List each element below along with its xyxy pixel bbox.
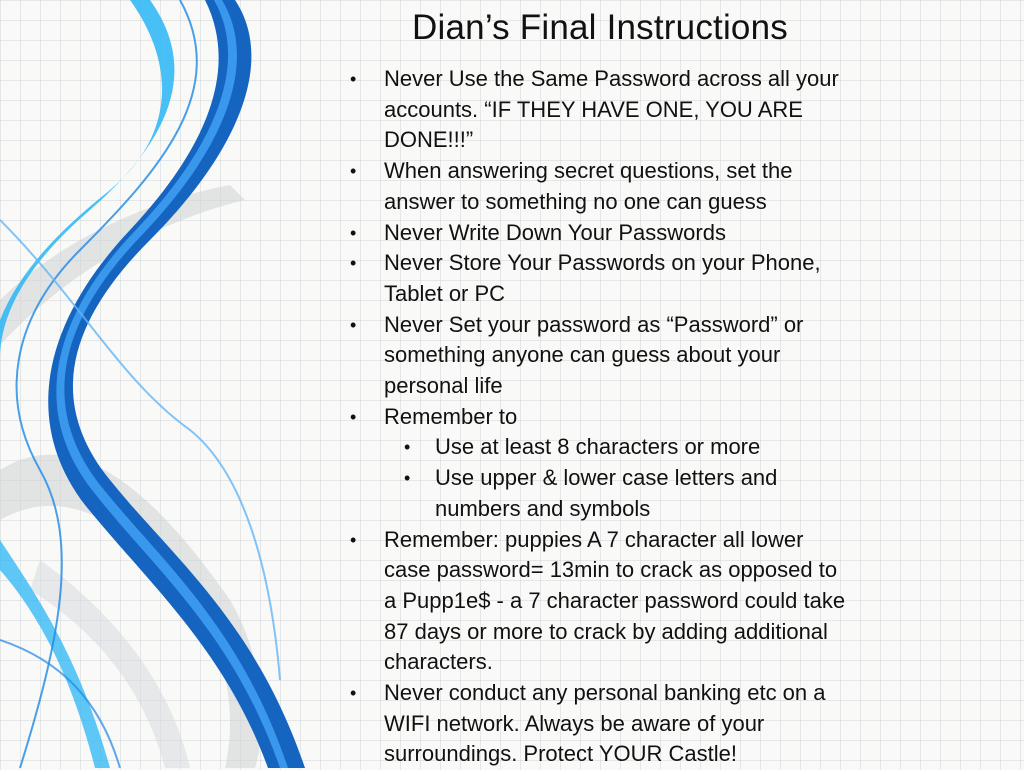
sub-bullet-item (346, 432, 846, 463)
bullet-text: When answering secret questions, set the answer to something no one can guess (384, 158, 793, 214)
bullet-text: Never Store Your Passwords on your Phone, Tablet or PC (384, 250, 821, 306)
bullet-dot-icon: • (350, 69, 357, 89)
bullet-dot-icon: • (350, 253, 357, 274)
decorative-ribbon-swirl (0, 0, 330, 768)
bullet-text: Never conduct any personal banking etc on a WIFI network. Always be aware of your surroundings. Protect YOUR Castle! (384, 680, 826, 767)
bullet-list (346, 64, 846, 770)
bullet-text: Remember: puppies A 7 character all lower case password= 13min to crack as opposed to a Pupp1e$ - a 7 character password could take 87 days or more to crack by adding additional characters. (384, 526, 846, 675)
bullet-item (346, 678, 846, 770)
bullet-text: Remember to (384, 403, 518, 429)
bullet-item (346, 64, 846, 156)
blue-ribbon (48, 0, 305, 768)
bullet-text: Never Write Down Your Passwords (384, 219, 726, 245)
bullet-dot-icon: • (350, 529, 357, 550)
bullet-dot-icon: • (350, 406, 357, 427)
bullet-text: Use at least 8 characters or more (435, 434, 761, 460)
bullet-text: Never Set your password as “Password” or something anyone can guess about your personal life (384, 311, 804, 399)
bullet-dot-icon: • (404, 437, 411, 458)
bullet-item (346, 310, 846, 402)
bullet-dot-icon: • (350, 314, 357, 335)
bullet-dot-icon: • (350, 683, 357, 704)
bullet-dot-icon: • (404, 468, 411, 489)
bullet-item (346, 248, 846, 309)
blue-ribbon-highlight (56, 0, 288, 768)
bullet-item (346, 156, 846, 217)
bullet-item (346, 525, 846, 679)
slide-title: Dian’s Final Instructions (412, 8, 788, 47)
bullet-item (346, 402, 846, 433)
bullet-dot-icon: • (350, 222, 357, 243)
sub-bullet-item (346, 463, 846, 524)
bullet-dot-icon: • (350, 161, 357, 182)
bullet-item (346, 218, 846, 249)
bullet-text: Never Use the Same Password across all your accounts. “IF THEY HAVE ONE, YOU ARE DONE!!!” (384, 66, 839, 153)
bullet-text: Use upper & lower case letters and numbers and symbols (435, 465, 778, 521)
